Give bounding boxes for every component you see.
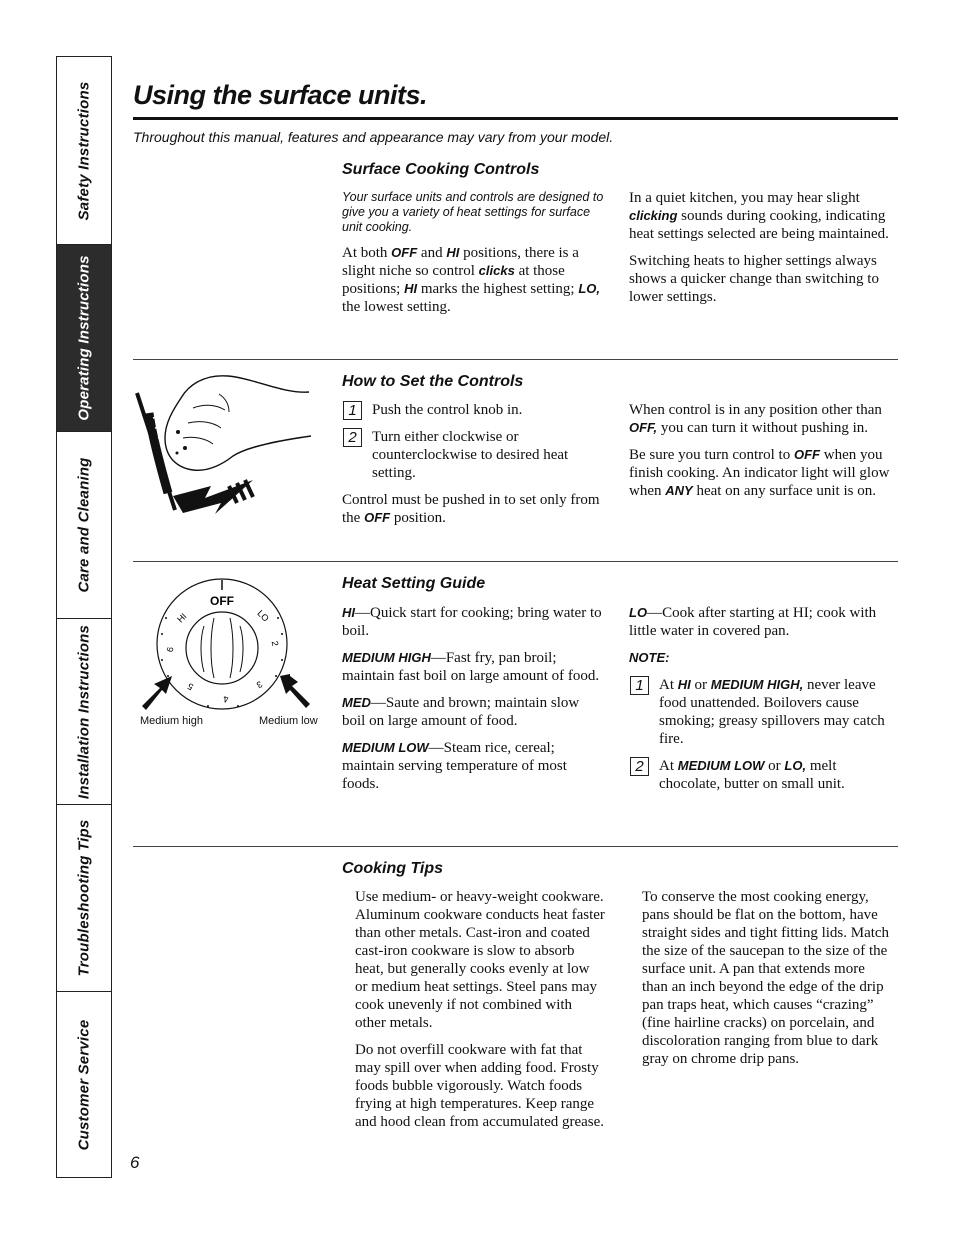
- title-rule: [133, 117, 898, 120]
- intro-text: Throughout this manual, features and appearance may vary from your model.: [133, 129, 614, 145]
- surface-controls-left-col: [342, 190, 604, 325]
- set-controls-push-note: Control must be pushed in to set only from the OFF position.: [342, 492, 600, 526]
- page-title: Using the surface units.: [133, 80, 428, 110]
- dial-4-label: 4: [223, 694, 229, 704]
- dial-medium-high-label: Medium high: [140, 715, 203, 727]
- cooking-tips-p3: To conserve the most cooking energy, pans should be flat on the bottom, have straight sides and tight fitting lids. Match the size of the saucepan to the size of the surface unit. A pan that extends more than an inch beyond the edge of the drip pan traps heat, which causes “crazing” (fine hairline cracks) on porcelain, and discoloration ranging from blue to dark gray on chrome drip pans.: [642, 889, 890, 1067]
- section-divider: [133, 359, 898, 360]
- hand-pushing-knob-illustration: [133, 368, 318, 518]
- note-2: 2 At MEDIUM LOW or LO, melt chocolate, butter on small unit.: [629, 757, 901, 793]
- dial-2-label: 2: [269, 640, 281, 647]
- heat-guide-heading: Heat Setting Guide: [342, 575, 486, 592]
- cooking-tips-p1: Use medium- or heavy-weight cookware. Aluminum cookware conducts heat faster than other metals. Cast-iron and coated cast-iron cookware is slow to absorb heat, but generally cooks evenly at low or medium heat settings. Steel pans may cook unevenly if not combined with other metals.: [355, 889, 605, 1031]
- page-number: 6: [130, 1153, 140, 1172]
- heat-lo-desc: LO—Cook after starting at HI; cook with little water in covered pan.: [629, 605, 877, 639]
- surface-controls-heading: Surface Cooking Controls: [342, 161, 540, 178]
- note-number: 1: [630, 676, 649, 695]
- step-2: 2 Turn either clockwise or counterclockwise to desired heat setting.: [342, 428, 604, 482]
- tab-operating-instructions[interactable]: Operating Instructions: [57, 245, 111, 432]
- cooking-tips-right-col: [642, 888, 894, 1077]
- heat-guide-right-col: [629, 604, 901, 802]
- dial-hi-label: HI: [175, 611, 189, 625]
- surface-controls-right-col: [629, 189, 901, 315]
- heat-medium-high-desc: MEDIUM HIGH—Fast fry, pan broil; maintain fast boil on large amount of food.: [342, 650, 600, 684]
- dial-6-label: 6: [164, 646, 176, 653]
- cooking-tips-p2: Do not overfill cookware with fat that may spill over when adding food. Frosty foods bubble vigorously. Watch foods frying at high temperatures. Keep range and hood clean from accumulated grease.: [355, 1042, 605, 1130]
- cooking-tips-left-col: [355, 888, 605, 1140]
- surface-controls-p2: In a quiet kitchen, you may hear slight clicking sounds during cooking, indicating heat settings selected are being maintained.: [629, 190, 889, 242]
- heat-medium-low-desc: MEDIUM LOW—Steam rice, cereal; maintain serving temperature of most foods.: [342, 740, 567, 792]
- section-divider: [133, 846, 898, 847]
- heat-med-desc: MED—Saute and brown; maintain slow boil on large amount of food.: [342, 695, 580, 729]
- step-number: 1: [343, 401, 362, 420]
- surface-controls-p1: At both OFF and HI positions, there is a slight niche so control clicks at those positions; HI marks the highest setting; LO, the lowest setting.: [342, 245, 601, 315]
- section-divider: [133, 561, 898, 562]
- dial-3-label: 3: [254, 679, 265, 691]
- section-tabs: [56, 56, 112, 1178]
- dial-5-label: 5: [185, 681, 196, 693]
- surface-controls-p3: Switching heats to higher settings always shows a quicker change than switching to lower settings.: [629, 253, 879, 305]
- tab-customer-service[interactable]: Customer Service: [57, 992, 111, 1177]
- tab-installation-instructions[interactable]: Installation Instructions: [57, 619, 111, 805]
- dial-off-label: OFF: [210, 594, 234, 608]
- note-1: 1 At HI or MEDIUM HIGH, never leave food unattended. Boilovers cause smoking; greasy spillovers may catch fire.: [629, 676, 901, 748]
- set-controls-other-note: When control is in any position other than OFF, you can turn it without pushing in.: [629, 402, 882, 436]
- cooking-tips-heading: Cooking Tips: [342, 860, 444, 877]
- dial-lo-label: LO: [255, 608, 271, 624]
- tab-troubleshooting-tips[interactable]: Troubleshooting Tips: [57, 805, 111, 992]
- surface-controls-lead: Your surface units and controls are designed to give you a variety of heat settings for surface unit cooking.: [342, 190, 604, 234]
- tab-care-and-cleaning[interactable]: Care and Cleaning: [57, 432, 111, 619]
- heat-hi-desc: HI—Quick start for cooking; bring water to boil.: [342, 605, 602, 639]
- note-label: NOTE:: [629, 650, 670, 665]
- control-dial-illustration: [140, 578, 320, 713]
- step-1: 1 Push the control knob in.: [342, 401, 604, 419]
- set-controls-right-col: [629, 401, 901, 509]
- step-number: 2: [343, 428, 362, 447]
- set-controls-left-col: [342, 401, 604, 536]
- note-number: 2: [630, 757, 649, 776]
- set-controls-heading: How to Set the Controls: [342, 373, 524, 390]
- set-controls-off-note: Be sure you turn control to OFF when you finish cooking. An indicator light will glow when ANY heat on any surface unit is on.: [629, 447, 890, 499]
- tab-safety-instructions[interactable]: Safety Instructions: [57, 57, 111, 245]
- dial-medium-low-label: Medium low: [259, 715, 318, 727]
- heat-guide-left-col: [342, 604, 604, 802]
